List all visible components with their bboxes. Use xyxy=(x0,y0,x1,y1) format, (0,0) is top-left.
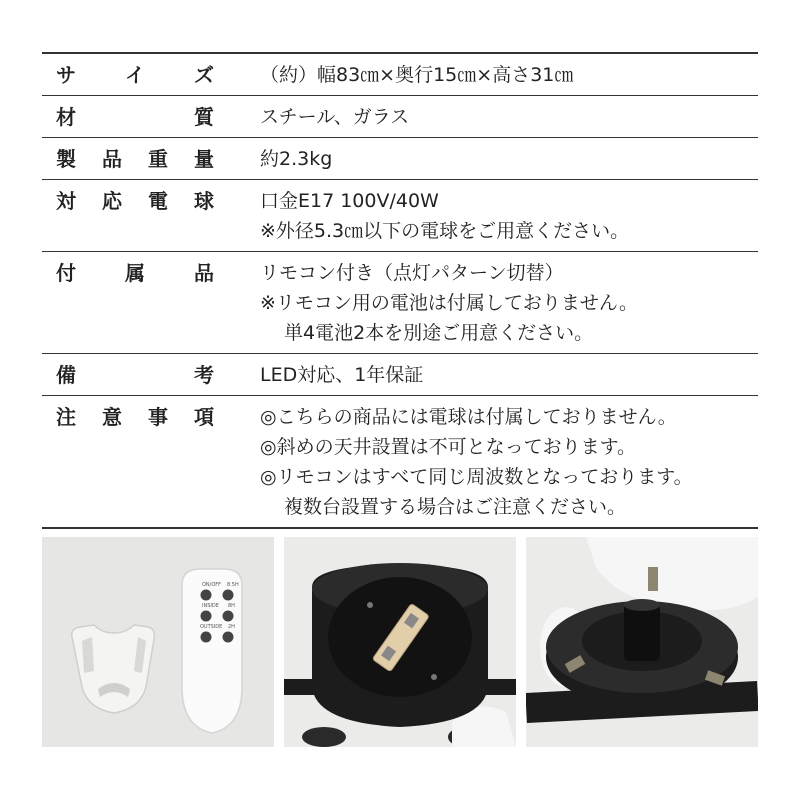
spec-label: 材 質 xyxy=(56,105,214,129)
spec-label: 対 応 電 球 xyxy=(56,189,214,213)
spec-label: 付 属 品 xyxy=(56,261,214,285)
spec-label: 製 品 重 量 xyxy=(56,147,214,171)
spec-row-accessories xyxy=(42,252,758,354)
spec-value: 口金E17 100V/40W ※外径5.3㎝以下の電球をご用意ください。 xyxy=(260,190,630,242)
spec-label: 注 意 事 項 xyxy=(56,405,214,429)
socket-photo xyxy=(526,537,758,747)
svg-text:INSIDE: INSIDE xyxy=(202,603,219,609)
canopy-photo xyxy=(284,537,516,747)
svg-text:2H: 2H xyxy=(228,624,235,630)
spec-value: 約2.3kg xyxy=(260,148,333,170)
remote-photo xyxy=(42,537,274,747)
spec-table xyxy=(42,52,758,529)
spec-row-bulb xyxy=(42,180,758,252)
spec-row-cautions xyxy=(42,396,758,529)
spec-value: （約）幅83㎝×奥行15㎝×高さ31㎝ xyxy=(260,64,574,86)
spec-label: 備 考 xyxy=(56,363,214,387)
spec-value: リモコン付き（点灯パターン切替） ※リモコン用の電池は付属しておりません。 単4電池2本を別途ご用意ください。 xyxy=(260,262,639,344)
spec-value: ◎こちらの商品には電球は付属しておりません。 ◎斜めの天井設置は不可となっております。 ◎リモコンはすべて同じ周波数となっております。 複数台設置する場合はご注意ください。 xyxy=(260,406,693,518)
remote-control-image xyxy=(182,569,242,733)
svg-text:ON/OFF: ON/OFF xyxy=(202,582,222,588)
spec-row-material xyxy=(42,96,758,138)
svg-text:8.5H: 8.5H xyxy=(227,582,239,588)
spec-label: サ イ ズ xyxy=(56,63,214,87)
spec-value: スチール、ガラス xyxy=(260,106,410,128)
spec-row-notes xyxy=(42,354,758,396)
spec-row-size xyxy=(42,54,758,96)
svg-text:OUTSIDE: OUTSIDE xyxy=(200,624,223,630)
svg-text:8H: 8H xyxy=(228,603,235,609)
spec-row-weight xyxy=(42,138,758,180)
product-photos xyxy=(42,537,758,747)
spec-value: LED対応、1年保証 xyxy=(260,364,424,386)
